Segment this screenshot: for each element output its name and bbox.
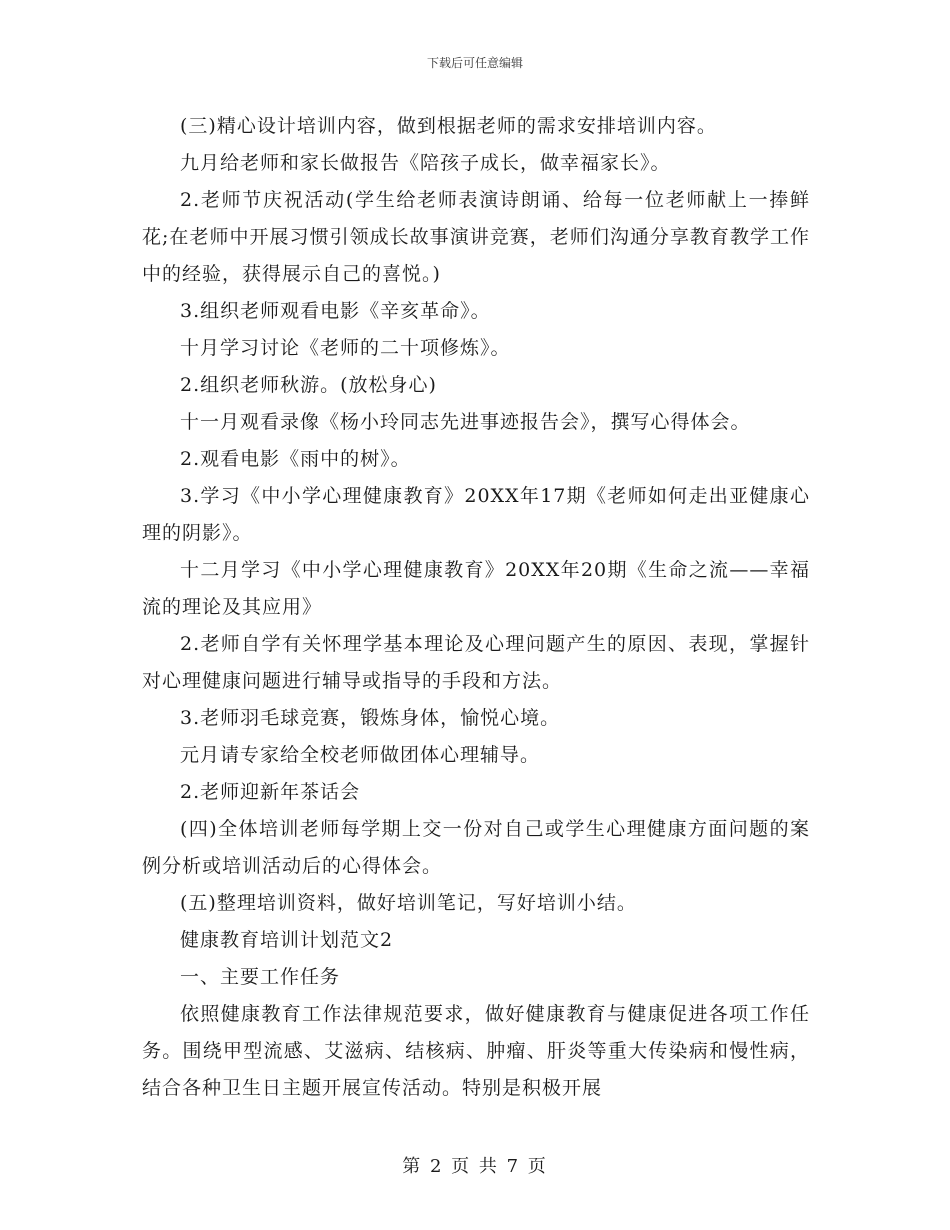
page-header-note: 下载后可任意编辑 (426, 56, 523, 70)
paragraph: 依照健康教育工作法律规范要求，做好健康教育与健康促进各项工作任务。围绕甲型流感、艾滋病、结核病、肿瘤、肝炎等重大传染病和慢性病，结合各种卫生日主题开展宣传活动。特别是积极开展 (142, 1003, 810, 1099)
section-title: 健康教育培训计划范文2 (180, 929, 394, 951)
paragraph: 2.观看电影《雨中的树》。 (180, 448, 411, 470)
paragraph: 2.组织老师秋游。(放松身心) (180, 374, 437, 396)
paragraph: (三)精心设计培训内容，做到根据老师的需求安排培训内容。 (180, 115, 717, 137)
section-heading: 一、主要工作任务 (180, 966, 341, 988)
paragraph: 元月请专家给全校老师做团体心理辅导。 (180, 744, 541, 766)
paragraph: 2.老师节庆祝活动(学生给老师表演诗朗诵、给每一位老师献上一捧鲜花;在老师中开展习惯引领成长故事演讲竞赛，老师们沟通分享教育教学工作中的经验，获得展示自己的喜悦。) (142, 189, 810, 285)
paragraph: 十月学习讨论《老师的二十项修炼》。 (180, 337, 511, 359)
paragraph: (四)全体培训老师每学期上交一份对自己或学生心理健康方面问题的案例分析或培训活动后的心得体会。 (142, 818, 810, 877)
page-number-label: 第 2 页 共 7 页 (402, 1156, 548, 1177)
page-footer (0, 1152, 950, 1178)
document-body (142, 108, 810, 1107)
paragraph: 2.老师自学有关怀理学基本理论及心理问题产生的原因、表现，掌握针对心理健康问题进行辅导或指导的手段和方法。 (142, 633, 810, 692)
paragraph: 十二月学习《中小学心理健康教育》20XX年20期《生命之流——幸福流的理论及其应用》 (142, 559, 810, 618)
paragraph: 九月给老师和家长做报告《陪孩子成长，做幸福家长》。 (180, 152, 671, 174)
paragraph: 3.学习《中小学心理健康教育》20XX年17期《老师如何走出亚健康心理的阴影》。 (142, 485, 810, 544)
paragraph: (五)整理培训资料，做好培训笔记，写好培训小结。 (180, 892, 637, 914)
paragraph: 3.老师羽毛球竞赛，锻炼身体，愉悦心境。 (180, 707, 561, 729)
paragraph: 十一月观看录像《杨小玲同志先进事迹报告会》，撰写心得体会。 (180, 411, 751, 433)
paragraph: 2.老师迎新年茶话会 (180, 781, 361, 803)
paragraph: 3.组织老师观看电影《辛亥革命》。 (180, 300, 491, 322)
